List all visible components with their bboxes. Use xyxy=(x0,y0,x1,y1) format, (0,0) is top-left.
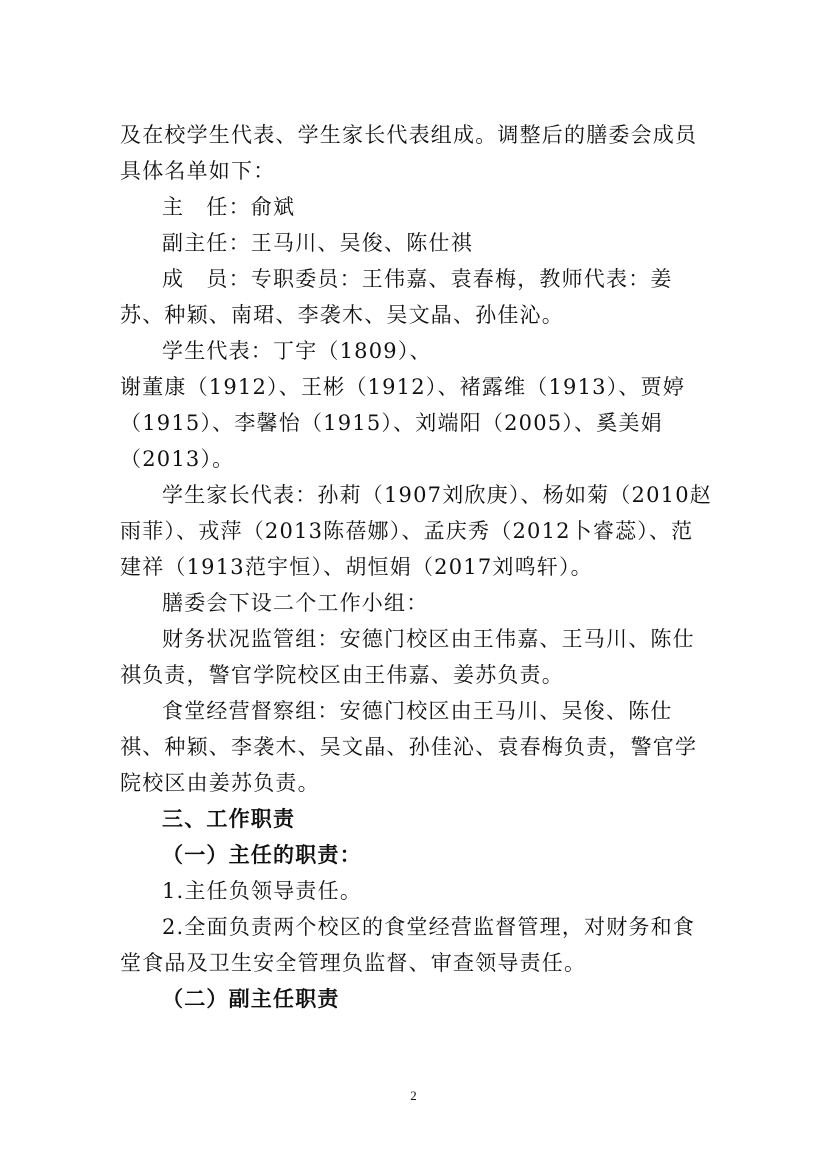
text-line-22: 1.主任负领导责任。 xyxy=(162,879,363,903)
text-line-14: 膳委会下设二个工作小组： xyxy=(162,591,429,615)
page-number: 2 xyxy=(410,1088,417,1103)
text-line-23: 2.全面负责两个校区的食堂经营监督管理，对财务和食 xyxy=(162,915,696,939)
text-line-4: 副主任：王马川、吴俊、陈仕祺 xyxy=(162,231,473,255)
text-line-15: 财务状况监管组：安德门校区由王伟嘉、王马川、陈仕 xyxy=(162,627,695,651)
text-line-7: 学生代表：丁宇（1809）、 xyxy=(162,339,432,363)
text-line-19: 院校区由姜苏负责。 xyxy=(120,771,320,795)
subsection-heading-1: （一）主任的职责： xyxy=(162,842,362,867)
text-line-8: 谢董康（1912）、王彬（1912）、褚露维（1913）、贾婷 xyxy=(120,375,686,399)
text-line-17: 食堂经营督察组：安德门校区由王马川、吴俊、陈仕 xyxy=(162,699,673,723)
text-line-18: 祺、种颖、李袭木、吴文晶、孙佳沁、袁春梅负责，警官学 xyxy=(120,735,698,759)
text-line-12: 雨菲）、戎萍（2013陈蓓娜）、孟庆秀（2012卜睿蕊）、范 xyxy=(120,519,694,543)
text-line-10: （2013）。 xyxy=(120,447,235,471)
text-line-16: 祺负责，警官学院校区由王伟嘉、姜苏负责。 xyxy=(120,663,564,687)
text-line-3: 主 任：俞斌 xyxy=(162,195,296,219)
text-line-5: 成 员：专职委员：王伟嘉、袁春梅，教师代表：姜 xyxy=(162,267,673,291)
text-line-13: 建祥（1913范宇恒）、胡恒娟（2017刘鸣轩）。 xyxy=(120,555,593,579)
text-line-11: 学生家长代表：孙莉（1907刘欣庚）、杨如菊（2010赵 xyxy=(162,483,712,507)
section-heading: 三、工作职责 xyxy=(162,806,296,831)
subsection-heading-2: （二）副主任职责 xyxy=(162,986,340,1011)
text-line-9: （1915）、李馨怡（1915）、刘端阳（2005）、奚美娟 xyxy=(120,411,663,435)
text-line-2: 具体名单如下： xyxy=(120,159,276,183)
text-line-6: 苏、种颖、南珺、李袭木、吴文晶、孙佳沁。 xyxy=(120,303,564,327)
text-line-24: 堂食品及卫生安全管理负监督、审查领导责任。 xyxy=(120,951,587,975)
text-line-1: 及在校学生代表、学生家长代表组成。调整后的膳委会成员 xyxy=(120,123,698,147)
